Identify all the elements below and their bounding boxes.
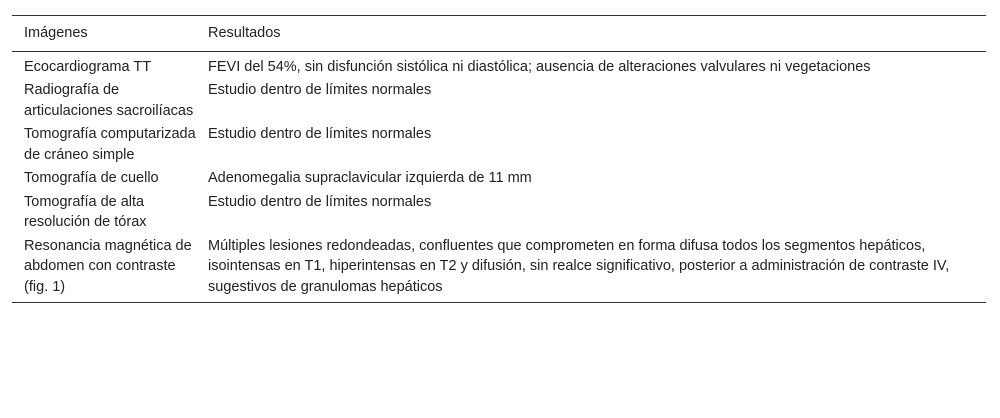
cell-resultado: Estudio dentro de límites normales — [208, 126, 432, 142]
table-row — [12, 51, 986, 79]
cell-imagen: Radiografía de articulaciones sacroilíacas — [24, 82, 194, 119]
table-row — [12, 123, 986, 167]
results-table-container — [12, 15, 986, 303]
table-body — [12, 51, 986, 303]
table-header — [12, 16, 986, 52]
table-row — [12, 190, 986, 234]
cell-resultado: Estudio dentro de límites normales — [208, 193, 432, 210]
cell-imagen: Tomografía de alta resolución de tórax — [24, 193, 147, 230]
cell-resultado: Adenomegalia supraclavicular izquierda de 11 mm — [208, 170, 532, 186]
cell-resultado: FEVI del 54%, sin disfunción sistólica ni diastólica; ausencia de alteraciones valvulares ni vegetaciones — [208, 58, 871, 75]
cell-imagen: Tomografía de cuello — [24, 170, 159, 186]
header-imagenes: Imágenes — [24, 25, 88, 41]
table-row — [12, 167, 986, 191]
table-row — [12, 234, 986, 303]
header-resultados: Resultados — [208, 25, 281, 41]
cell-resultado: Estudio dentro de límites normales — [208, 82, 432, 98]
cell-imagen: Ecocardiograma TT — [24, 58, 152, 75]
table-row — [12, 79, 986, 123]
cell-resultado: Múltiples lesiones redondeadas, confluentes que comprometen en forma difusa todos los segmentos hepáticos, isointensas en T1, hiperintensas en T2 y difusión, sin realce significativo, posterior a administración de contraste IV, sugestivos de granulomas hepáticos — [208, 237, 950, 295]
header-row — [12, 16, 986, 52]
cell-imagen: Tomografía computarizada de cráneo simple — [24, 126, 196, 163]
imaging-results-table — [12, 15, 986, 303]
cell-imagen: Resonancia magnética de abdomen con contraste (fig. 1) — [24, 237, 192, 295]
